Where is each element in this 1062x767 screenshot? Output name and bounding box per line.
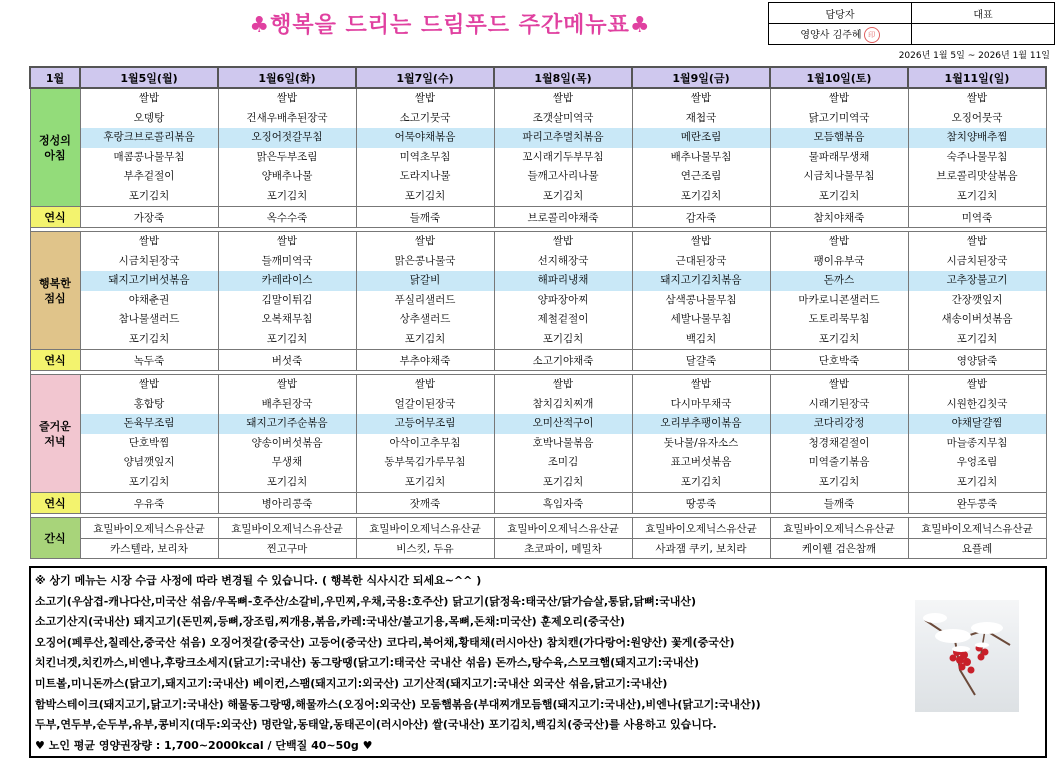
menu-item: 참치김치찌개 (532, 397, 594, 410)
menu-item: 조미김 (547, 456, 579, 468)
menu-period: 2026년 1월 5일 ~ 2026년 1월 11일 (898, 51, 1050, 61)
menu-item: 쌀밥 (138, 378, 160, 390)
note-line: ♥ 노인 평균 영양권장량 : 1,700~2000kcal / 단백질 40~50g ♥ (35, 738, 373, 752)
probiotic-item: 효밀바이오제닉스유산균 (218, 518, 356, 539)
menu-item: 오뎅탕 (133, 111, 165, 124)
snack-label: 간식 (30, 518, 80, 559)
dinner-day-cell (908, 375, 1046, 493)
menu-item: 쌀밥 (414, 235, 436, 247)
menu-item: 닭갈비 (357, 271, 494, 291)
dinner-label (30, 375, 80, 493)
menu-item: 야채달걀찜 (909, 414, 1046, 434)
note-line: 소고기(우삼겹-캐나다산,미국산 섞음/우목뼈-호주산/소갈비,우민찌,우채,국용:호주산) 닭고기(닭정육:태국산/닭가슴살,통닭,닭뼈:국내산) (35, 594, 697, 608)
soft-meal-item: 흑임자죽 (494, 493, 632, 514)
approval-box (768, 2, 1055, 45)
menu-item: 후랑크브로콜리볶음 (81, 128, 218, 148)
menu-item: 미역초무침 (399, 150, 451, 163)
approval-header-manager: 담당자 (769, 3, 912, 24)
menu-item: 포기김치 (266, 189, 308, 202)
menu-item: 돼지고기김치볶음 (633, 271, 770, 291)
menu-item: 참나물샐러드 (118, 313, 180, 325)
menu-item: 재첩국 (685, 111, 717, 124)
menu-item: 새송이버섯볶음 (941, 313, 1013, 325)
menu-item: 쌀밥 (828, 92, 850, 104)
note-line: 미트볼,미니돈까스(닭고기,돼지고기:국내산) 베이컨,스팸(돼지고기:외국산) 고기산적(돼지고기:국내산 외국산 섞음,닭고기:국내산) (35, 677, 668, 690)
day-header: 1월10일(토) (770, 67, 908, 88)
menu-item: 양파장아찌 (537, 293, 589, 306)
note-line: ※ 상기 메뉴는 시장 수급 사정에 따라 변경될 수 있습니다. ( 행복한 식사시간 되세요~^^ ) (35, 574, 482, 587)
note-line: 치킨너겟,치킨까스,비엔나,후랑크소세지(닭고기:국내산) 동그랑땡(닭고기:태국산 국내산 섞음) 돈까스,탕수육,스모크햄(돼지고기:국내산) (35, 656, 699, 670)
snack-item: 찐고구마 (218, 539, 356, 559)
menu-item: 꼬시래기두부무침 (522, 150, 604, 163)
menu-item: 카레라이스 (219, 271, 356, 291)
breakfast-label (30, 88, 80, 207)
menu-item: 돈육무조림 (81, 414, 218, 434)
menu-item: 시원한김칫국 (946, 397, 1008, 410)
menu-item: 쌀밥 (552, 378, 574, 390)
snack-item: 케이웰 검은참깨 (770, 539, 908, 559)
menu-item: 조갯살미역국 (532, 111, 594, 124)
menu-item: 시금치된장국 (118, 254, 180, 267)
menu-item: 시금치된장국 (946, 254, 1008, 267)
menu-item: 오복채무침 (261, 313, 313, 325)
menu-item: 상추샐러드 (399, 313, 451, 325)
menu-item: 오리부추팽이볶음 (633, 414, 770, 434)
menu-item: 쌀밥 (552, 92, 574, 104)
menu-item: 코다리강정 (771, 414, 908, 434)
dinner-day-cell (632, 375, 770, 493)
probiotic-item: 효밀바이오제닉스유산균 (908, 518, 1046, 539)
lunch-label (30, 232, 80, 350)
menu-item: 고등어무조림 (357, 414, 494, 434)
menu-item: 간장깻잎지 (951, 293, 1003, 306)
soft-meal-item: 들깨죽 (356, 207, 494, 228)
menu-item: 마카로니콘샐러드 (798, 293, 880, 306)
seal-stamp: 印 (864, 27, 880, 43)
snack-item: 비스킷, 두유 (356, 539, 494, 559)
menu-item: 포기김치 (680, 475, 722, 488)
menu-item: 시래기된장국 (808, 397, 870, 410)
dinner-label-text: 즐거운 저녁 (39, 419, 71, 448)
menu-item: 쌀밥 (690, 92, 712, 104)
menu-item: 쌀밥 (966, 378, 988, 390)
menu-item: 홍합탕 (133, 397, 165, 410)
breakfast-day-cell (80, 88, 218, 207)
soft-meal-item: 녹두죽 (80, 350, 218, 371)
menu-item: 다시마무채국 (670, 397, 732, 410)
menu-item: 시금치나물무침 (803, 170, 875, 182)
menu-item: 쌀밥 (276, 235, 298, 247)
dinner-day-cell (494, 375, 632, 493)
soft-meal-item: 완두콩죽 (908, 493, 1046, 514)
menu-item: 물파래무생채 (808, 150, 870, 163)
menu-item: 우엉조림 (956, 456, 998, 468)
menu-item: 양배추나물 (261, 170, 313, 182)
menu-item: 쌀밥 (138, 235, 160, 247)
menu-item: 오징어젓갈무침 (219, 128, 356, 148)
menu-item: 백김치 (685, 332, 717, 345)
soft-meal-item: 소고기야채죽 (494, 350, 632, 371)
soft-meal-item: 잣깨죽 (356, 493, 494, 514)
menu-item: 닭고기미역국 (808, 111, 870, 124)
dinner-day-cell (356, 375, 494, 493)
soft-meal-label: 연식 (30, 350, 80, 371)
menu-item: 돈까스 (771, 271, 908, 291)
day-header: 1월8일(목) (494, 67, 632, 88)
menu-item: 포기김치 (542, 475, 584, 488)
menu-item: 야채춘권 (128, 293, 170, 306)
soft-meal-item: 옥수수죽 (218, 207, 356, 228)
menu-item: 김말이튀김 (261, 293, 313, 306)
day-header: 1월6일(화) (218, 67, 356, 88)
menu-item: 돼지고기주순볶음 (219, 414, 356, 434)
soft-meal-item: 가장죽 (80, 207, 218, 228)
probiotic-item: 효밀바이오제닉스유산균 (632, 518, 770, 539)
dinner-day-cell (770, 375, 908, 493)
menu-item: 쌀밥 (552, 235, 574, 247)
menu-item: 마늘종지무침 (946, 436, 1008, 449)
breakfast-day-cell (218, 88, 356, 207)
menu-item: 포기김치 (956, 475, 998, 488)
menu-item: 메란조림 (633, 128, 770, 148)
breakfast-day-cell (356, 88, 494, 207)
note-line: 함박스테이크(돼지고기,닭고기:국내산) 해물동그랑땡,해물까스(오징어:외국산) 모둠햄볶음(부대찌개모듬햄(돼지고기:국내산),비엔나(닭고기:국내산)) (35, 697, 761, 711)
menu-item: 포기김치 (956, 189, 998, 202)
menu-item: 팽이유부국 (813, 254, 865, 267)
menu-item: 포기김치 (818, 189, 860, 202)
menu-item: 쌀밥 (828, 378, 850, 390)
menu-item: 쌀밥 (966, 92, 988, 104)
approval-header-ceo: 대표 (912, 3, 1055, 24)
menu-item: 도토리묵무침 (808, 313, 870, 325)
soft-meal-item: 부추야채죽 (356, 350, 494, 371)
probiotic-item: 효밀바이오제닉스유산균 (80, 518, 218, 539)
breakfast-day-cell (908, 88, 1046, 207)
menu-item: 참치양배추찜 (909, 128, 1046, 148)
header-corner: 1월 (30, 67, 80, 88)
soft-meal-item: 감자죽 (632, 207, 770, 228)
menu-item: 연근조림 (680, 170, 722, 182)
menu-item: 매콤콩나물무침 (113, 150, 185, 163)
day-header: 1월9일(금) (632, 67, 770, 88)
menu-item: 포기김치 (128, 332, 170, 345)
menu-item: 부추겉절이 (123, 170, 175, 182)
page-title: ♣행복을 드리는 드림푸드 주간메뉴표♣ (249, 13, 651, 38)
menu-item: 건새우배추된장국 (246, 111, 328, 124)
day-header: 1월7일(수) (356, 67, 494, 88)
menu-item: 포기김치 (266, 475, 308, 488)
menu-item: 표고버섯볶음 (670, 456, 732, 468)
soft-meal-label: 연식 (30, 207, 80, 228)
soft-meal-item: 미역죽 (908, 207, 1046, 228)
menu-item: 무생채 (271, 456, 303, 468)
menu-item: 쌀밥 (690, 235, 712, 247)
note-line: 오징어(페루산,칠레산,중국산 섞음) 오징어젓갈(중국산) 고등어(중국산) 코다리,북어채,황태채(러시아산) 참치캔(가다랑어:원양산) 꽃게(중국산) (35, 635, 735, 649)
menu-item: 포기김치 (818, 475, 860, 488)
menu-item: 해파리냉채 (495, 271, 632, 291)
menu-item: 오징어뭇국 (951, 111, 1003, 124)
menu-item: 쌀밥 (276, 378, 298, 390)
menu-item: 쌀밥 (138, 92, 160, 104)
menu-item: 들깨미역국 (261, 254, 313, 267)
day-header: 1월5일(월) (80, 67, 218, 88)
weekly-menu-table (29, 66, 1047, 559)
breakfast-day-cell (632, 88, 770, 207)
lunch-day-cell (632, 232, 770, 350)
menu-item: 브로콜리맛살볶음 (936, 170, 1018, 182)
note-line: 두부,연두부,순두부,유부,콩비지(대두:외국산) 명란알,동태알,동태곤이(러시아산) 쌀(국내산) 포기김치,백김치(중국산)를 사용하고 있습니다. (35, 718, 717, 732)
menu-item: 숙주나물무침 (946, 150, 1008, 163)
menu-item: 파리고추멸치볶음 (495, 128, 632, 148)
menu-item: 단호박찜 (128, 436, 170, 449)
snack-item: 카스텔라, 보리차 (80, 539, 218, 559)
menu-item: 쌀밥 (690, 378, 712, 390)
approval-ceo (912, 24, 1055, 45)
lunch-day-cell (80, 232, 218, 350)
soft-meal-label: 연식 (30, 493, 80, 514)
breakfast-label-text: 정성의 아침 (39, 133, 71, 162)
menu-item: 소고기뭇국 (399, 111, 451, 124)
soft-meal-item: 버섯죽 (218, 350, 356, 371)
snack-item: 사과잼 쿠키, 보치라 (632, 539, 770, 559)
probiotic-item: 효밀바이오제닉스유산균 (770, 518, 908, 539)
probiotic-item: 효밀바이오제닉스유산균 (356, 518, 494, 539)
soft-meal-item: 땅콩죽 (632, 493, 770, 514)
menu-item: 배추된장국 (261, 397, 313, 410)
approval-manager-name: 영양사 김주혜 (800, 29, 862, 41)
menu-item: 포기김치 (404, 332, 446, 345)
menu-item: 어묵야채볶음 (357, 128, 494, 148)
dinner-day-cell (80, 375, 218, 493)
menu-item: 들깨고사리나물 (527, 170, 599, 182)
menu-item: 쌀밥 (828, 235, 850, 247)
menu-item: 세발나물무침 (670, 313, 732, 325)
soft-meal-item: 영양닭죽 (908, 350, 1046, 371)
lunch-label-text: 행복한 점심 (39, 276, 71, 305)
menu-item: 쌀밥 (414, 92, 436, 104)
lunch-day-cell (908, 232, 1046, 350)
menu-item: 아삭이고추무침 (389, 436, 461, 449)
breakfast-day-cell (770, 88, 908, 207)
lunch-day-cell (770, 232, 908, 350)
menu-item: 고추장불고기 (909, 271, 1046, 291)
menu-item: 쌀밥 (414, 378, 436, 390)
menu-item: 양념깻잎지 (123, 456, 175, 468)
menu-item: 모듬햄볶음 (771, 128, 908, 148)
menu-item: 포기김치 (404, 475, 446, 488)
soft-meal-item: 단호박죽 (770, 350, 908, 371)
menu-item: 포기김치 (404, 189, 446, 202)
winter-berries-photo (915, 600, 1019, 712)
menu-item: 포기김치 (128, 475, 170, 488)
menu-item: 푸실리샐러드 (394, 293, 456, 306)
menu-item: 청경채겉절이 (808, 436, 870, 449)
menu-item: 근대된장국 (675, 254, 727, 267)
menu-item: 돗나물/유자소스 (663, 436, 739, 449)
soft-meal-item: 브로콜리야채죽 (494, 207, 632, 228)
lunch-day-cell (218, 232, 356, 350)
menu-item: 미역줄기볶음 (808, 456, 870, 468)
menu-item: 호박나물볶음 (532, 436, 594, 449)
menu-item: 배추나물무침 (670, 150, 732, 163)
menu-item: 맑은콩나물국 (394, 254, 456, 267)
menu-item: 얼갈이된장국 (394, 397, 456, 410)
menu-item: 쌀밥 (276, 92, 298, 104)
menu-item: 삼색콩나물무침 (665, 293, 737, 306)
menu-item: 동부묵김가루무침 (384, 456, 466, 468)
menu-item: 선지해장국 (537, 254, 589, 267)
approval-manager (769, 24, 912, 45)
lunch-day-cell (494, 232, 632, 350)
menu-item: 포기김치 (680, 189, 722, 202)
menu-item: 포기김치 (818, 332, 860, 345)
menu-item: 쌀밥 (966, 235, 988, 247)
note-line: 소고기산지(국내산) 돼지고기(돈민찌,등뼈,장조림,찌개용,볶음,카레:국내산/불고기용,목뼈,돈채:미국산) 훈제오리(중국산) (35, 615, 625, 629)
menu-item: 제철겉절이 (537, 313, 589, 325)
menu-item: 맑은두부조림 (256, 150, 318, 163)
menu-item: 오미산적구이 (495, 414, 632, 434)
snack-item: 요플레 (908, 539, 1046, 559)
breakfast-day-cell (494, 88, 632, 207)
snack-item: 초코파이, 메밀차 (494, 539, 632, 559)
probiotic-item: 효밀바이오제닉스유산균 (494, 518, 632, 539)
notes-box (29, 566, 1047, 758)
soft-meal-item: 우유죽 (80, 493, 218, 514)
day-header: 1월11일(일) (908, 67, 1046, 88)
soft-meal-item: 달걀죽 (632, 350, 770, 371)
soft-meal-item: 참치야채죽 (770, 207, 908, 228)
menu-item: 돼지고기버섯볶음 (81, 271, 218, 291)
menu-item: 포기김치 (542, 189, 584, 202)
soft-meal-item: 들깨죽 (770, 493, 908, 514)
dinner-day-cell (218, 375, 356, 493)
menu-item: 포기김치 (956, 332, 998, 345)
menu-item: 도라지나물 (399, 170, 451, 182)
menu-item: 포기김치 (266, 332, 308, 345)
lunch-day-cell (356, 232, 494, 350)
soft-meal-item: 병아리콩죽 (218, 493, 356, 514)
menu-item: 포기김치 (542, 332, 584, 345)
menu-item: 양송이버섯볶음 (251, 436, 323, 449)
menu-item: 포기김치 (128, 189, 170, 202)
